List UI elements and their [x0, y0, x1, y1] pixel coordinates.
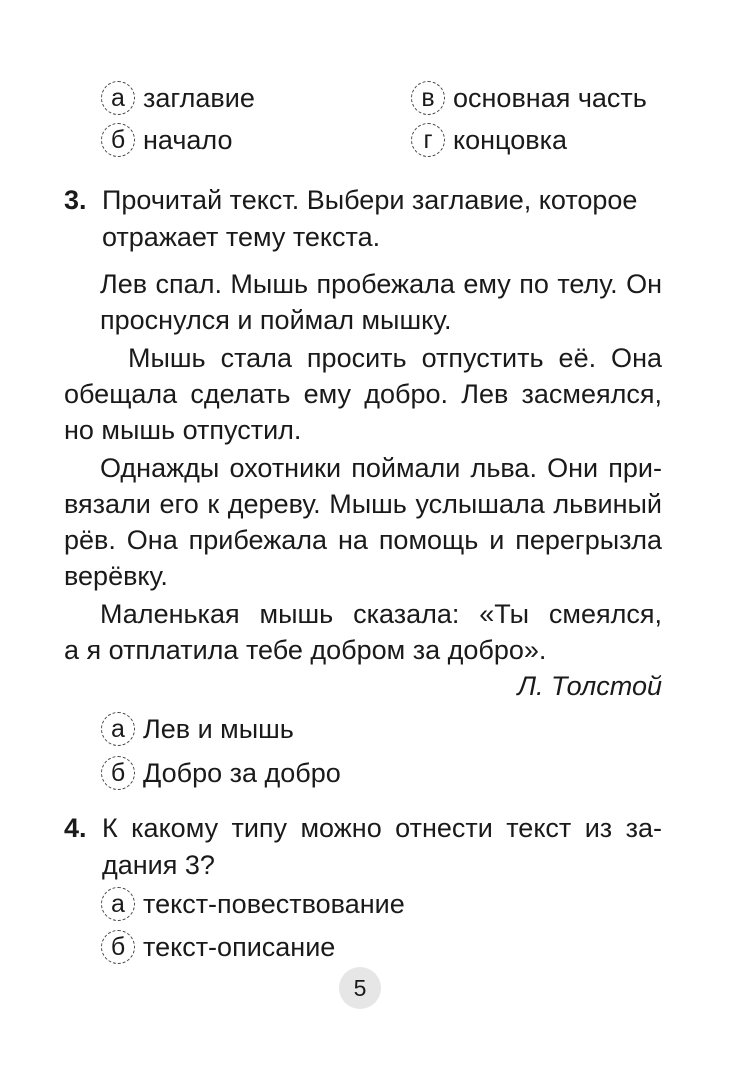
option-text: концовка: [453, 125, 567, 155]
story-line: верёвку.: [64, 561, 168, 591]
task-prompt-line: К какому типу можно отнести текст из за-: [102, 813, 662, 843]
option-b-description[interactable]: [101, 930, 335, 964]
page-number: 5: [339, 967, 381, 1009]
story-line: но мышь отпустил.: [64, 415, 302, 445]
task-number: 3.: [64, 185, 87, 215]
option-text: заглавие: [143, 83, 255, 113]
option-text: Лев и мышь: [143, 714, 294, 744]
option-badge: а: [101, 887, 135, 921]
story-line: а я отплатила тебе добром за добро».: [64, 635, 547, 665]
story-line: Мышь стала просить отпустить её. Она: [128, 343, 662, 373]
story-text: [100, 266, 662, 338]
option-badge: а: [101, 712, 135, 746]
story-line: Однажды охотники поймали льва. Они при-: [100, 453, 662, 483]
option-a-lion-and-mouse[interactable]: [101, 712, 294, 746]
story-paragraph-4: [100, 596, 662, 632]
option-badge: б: [101, 756, 135, 790]
option-badge: б: [101, 930, 135, 964]
story-paragraph-4-cont: [64, 632, 662, 668]
task-4-prompt: [64, 810, 664, 884]
story-line: обещала сделать ему добро. Лев засмеялся,: [64, 379, 662, 409]
story-paragraph-3: [100, 450, 662, 486]
option-badge: г: [411, 123, 445, 157]
story-line: вязали его к дереву. Мышь услышала львиный: [64, 489, 662, 519]
task-prompt-line: Прочитай текст. Выбери заглавие, которое: [102, 185, 638, 215]
task-3-prompt: [64, 182, 664, 256]
option-b-beginning[interactable]: [101, 123, 233, 157]
option-text: текст-описание: [143, 932, 336, 962]
option-a-title[interactable]: [101, 81, 255, 115]
option-text: начало: [143, 125, 233, 155]
story-paragraph-3-cont: [64, 486, 662, 594]
task-prompt-line: дания 3?: [102, 850, 215, 880]
option-b-good-for-good[interactable]: [101, 756, 341, 790]
story-line: проснулся и поймал мышку.: [100, 305, 452, 335]
option-text: основная часть: [453, 83, 647, 113]
story-paragraph-2-cont: [64, 376, 662, 448]
story-paragraph-2: [100, 340, 662, 376]
story-line: Маленькая мышь сказала: «Ты смеялся,: [100, 599, 662, 629]
option-badge: в: [411, 81, 445, 115]
task-number: 4.: [64, 813, 87, 843]
task-prompt-line: отражает тему текста.: [102, 222, 381, 252]
option-v-main-part[interactable]: [411, 81, 647, 115]
option-g-ending[interactable]: [411, 123, 567, 157]
option-badge: а: [101, 81, 135, 115]
story-line: рёв. Она прибежала на помощь и перегрызла: [64, 525, 662, 555]
option-badge: б: [101, 123, 135, 157]
story-author: Л. Толстой: [517, 671, 662, 701]
option-text: Добро за добро: [143, 758, 341, 788]
story-line: Лев спал. Мышь пробежала ему по телу. Он: [100, 269, 662, 299]
option-text: текст-повествование: [143, 889, 405, 919]
option-a-narrative[interactable]: [101, 887, 405, 921]
